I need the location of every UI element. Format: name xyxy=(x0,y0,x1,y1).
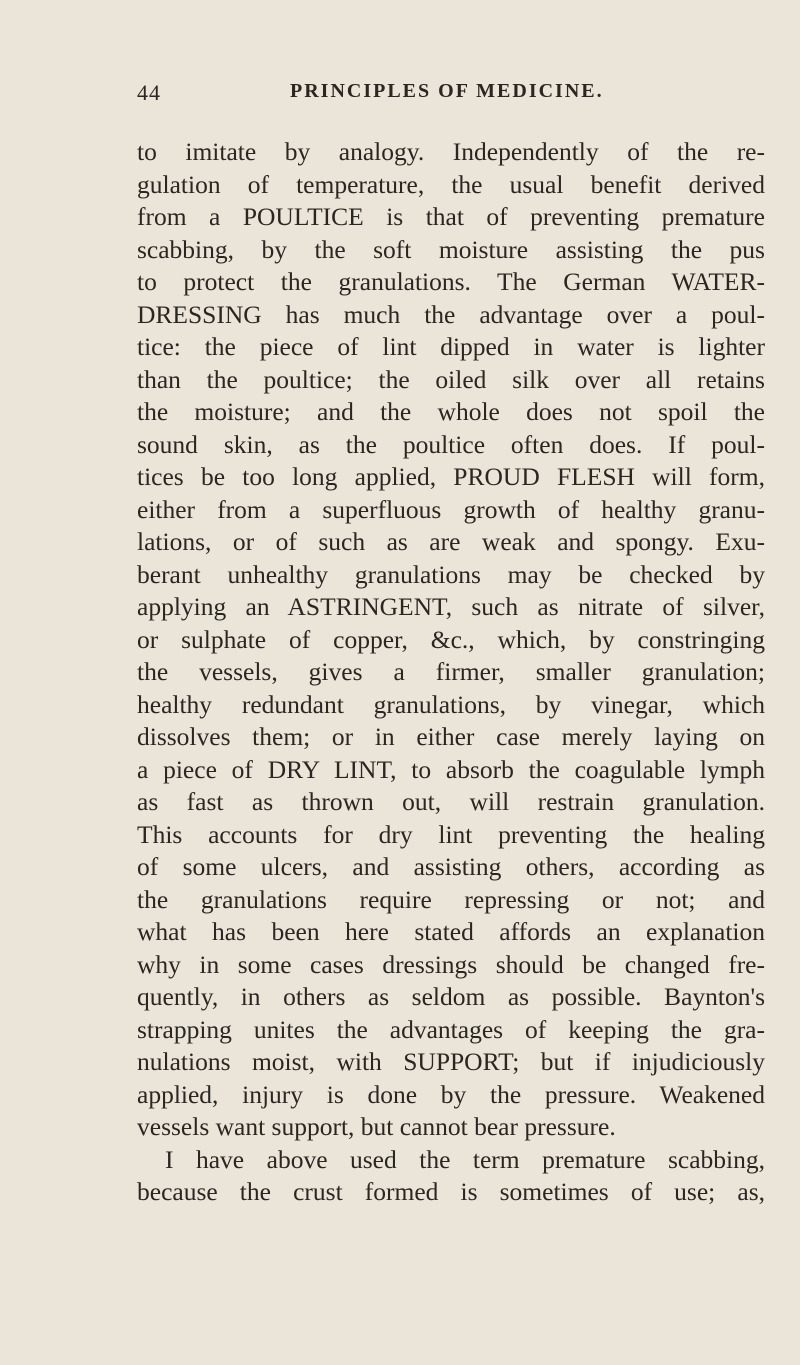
text-line: the vessels, gives a firmer, smaller granulation; xyxy=(137,657,765,686)
text-line: from a POULTICE is that of preventing premature xyxy=(137,202,765,231)
text-line: applied, injury is done by the pressure. Weakened xyxy=(137,1079,765,1109)
page-number: 44 xyxy=(137,80,161,105)
text-line: because the crust formed is sometimes of use; as, xyxy=(137,1177,765,1206)
text-line: either from a superfluous growth of healthy granu- xyxy=(137,494,765,524)
text-line: strapping unites the advantages of keeping the gra- xyxy=(137,1014,765,1044)
running-head: PRINCIPLES OF MEDICINE. xyxy=(290,80,604,102)
text-line: healthy redundant granulations, by vinegar, which xyxy=(137,689,765,719)
text-line: berant unhealthy granulations may be checked by xyxy=(137,559,765,589)
text-line: a piece of DRY LINT, to absorb the coagulable lymph xyxy=(137,754,765,784)
text-line: what has been here stated affords an explanation xyxy=(137,917,765,946)
page-header xyxy=(137,80,777,110)
text-line: or sulphate of copper, &c., which, by constringing xyxy=(137,624,765,654)
text-line: scabbing, by the soft moisture assisting the pus xyxy=(137,234,765,264)
text-line: tice: the piece of lint dipped in water is lighter xyxy=(137,332,765,361)
text-line: than the poultice; the oiled silk over all retains xyxy=(137,364,765,394)
text-line: as fast as thrown out, will restrain granulation. xyxy=(137,787,765,816)
text-line: why in some cases dressings should be changed fre- xyxy=(137,949,765,979)
text-line: sound skin, as the poultice often does. If poul- xyxy=(137,429,765,459)
text-line: tices be too long applied, PROUD FLESH will form, xyxy=(137,462,765,491)
text-line: This accounts for dry lint preventing the healing xyxy=(137,819,765,849)
text-line: nulations moist, with SUPPORT; but if injudiciously xyxy=(137,1047,765,1076)
text-line: DRESSING has much the advantage over a poul- xyxy=(137,299,765,329)
text-line: gulation of temperature, the usual benefit derived xyxy=(137,169,765,199)
text-line: the granulations require repressing or not; and xyxy=(137,884,765,914)
body-text xyxy=(137,136,765,1209)
text-line: of some ulcers, and assisting others, according as xyxy=(137,852,765,881)
text-line: vessels want support, but cannot bear pressure. xyxy=(137,1112,616,1141)
text-line: to protect the granulations. The German WATER- xyxy=(137,267,765,296)
text-line: the moisture; and the whole does not spoil the xyxy=(137,397,765,426)
text-line: lations, or of such as are weak and spongy. Exu- xyxy=(137,527,765,556)
text-line: applying an ASTRINGENT, such as nitrate of silver, xyxy=(137,592,765,621)
text-line: to imitate by analogy. Independently of the re- xyxy=(137,137,765,166)
text-line: quently, in others as seldom as possible. Baynton's xyxy=(137,982,765,1011)
text-line: dissolves them; or in either case merely laying on xyxy=(137,722,765,751)
text-line: I have above used the term premature scabbing, xyxy=(165,1144,765,1174)
